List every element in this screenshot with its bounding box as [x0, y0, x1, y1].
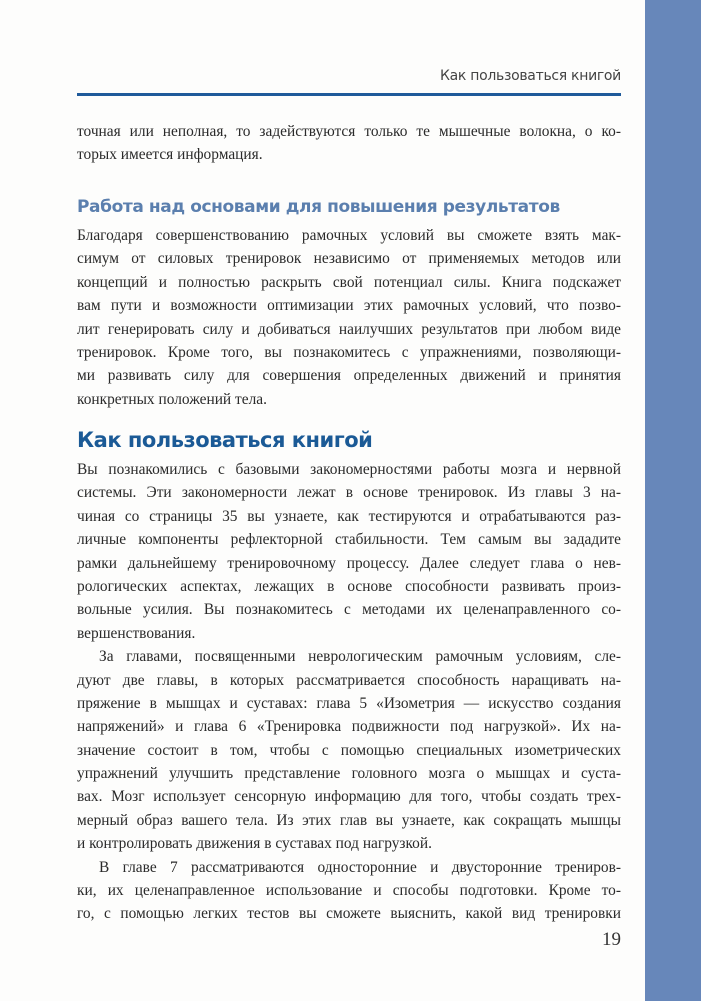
text-line: значение состоит в том, чтобы с помощью специальных изометрических — [77, 741, 621, 759]
text-line: упражнений улучшить представление головного мозга о мышцах и суста- — [77, 765, 621, 783]
text-line: вам пути и возможности оптимизации этих рамочных условий, что позво- — [77, 297, 621, 315]
text-line: тренировок. Кроме того, вы познакомитесь с упражнениями, позволяющи- — [77, 343, 621, 361]
side-color-band — [645, 0, 701, 1001]
paragraph — [77, 645, 621, 856]
paragraph — [77, 856, 621, 926]
text-line: личные компоненты рефлекторной стабильности. Тем самым вы зададите — [77, 531, 621, 549]
text-line: Благодаря совершенствованию рамочных условий вы сможете взять мак- — [77, 227, 621, 244]
section-subheading: Работа над основами для повышения результатов — [77, 197, 560, 217]
text-line: В главе 7 рассматриваются односторонние и двусторонние трениров- — [99, 858, 621, 876]
text-line: вольные усилия. Вы познакомитесь с методами их целенаправленного со- — [77, 601, 621, 619]
page-number: 19 — [602, 929, 621, 950]
paragraph — [77, 224, 621, 411]
text-line: лит генерировать силу и добиваться наилучших результатов при любом виде — [77, 320, 621, 338]
text-line: ки, их целенаправленное использование и способы подготовки. Кроме то- — [77, 882, 621, 900]
text-line: напряжений» и глава 6 «Тренировка подвижности под нагрузкой». Их на- — [77, 718, 621, 736]
text-line: вах. Мозг использует сенсорную информацию для того, чтобы создать трех- — [77, 788, 621, 806]
intro-text — [77, 120, 621, 167]
text-line: торых имеется информация. — [77, 146, 263, 164]
text-line: пряжение в мышцах и суставах: глава 5 «Изометрия — искусство создания — [77, 694, 621, 712]
text-line: го, с помощью легких тестов вы сможете выяснить, какой вид тренировки — [77, 905, 621, 923]
section1-text — [77, 224, 621, 411]
text-line: и контролировать движения в суставах под нагрузкой. — [77, 835, 432, 853]
text-line: За главами, посвященными неврологическим рамочным условиям, сле- — [99, 648, 621, 666]
text-line: вершенствования. — [77, 624, 196, 642]
text-line: рологических аспектах, лежащих в основе способности развивать произ- — [77, 577, 621, 595]
text-line: симум от силовых тренировок независимо от применяемых методов или — [77, 250, 621, 268]
paragraph — [77, 458, 621, 645]
section2-text — [77, 458, 621, 926]
text-line: дуют две главы, в которых рассматривается способность наращивать на- — [77, 671, 621, 689]
text-line: точная или неполная, то задействуются только те мышечные волокна, о ко- — [77, 123, 621, 140]
text-line: мерный образ вашего тела. Из этих глав вы узнаете, как сокращать мышцы — [77, 811, 621, 829]
text-line: Вы познакомились с базовыми закономерностями работы мозга и нервной — [77, 461, 621, 478]
text-line: ми развивать силу для совершения определенных движений и принятия — [77, 367, 621, 385]
header-rule — [77, 93, 621, 96]
text-line: конкретных положений тела. — [77, 390, 267, 408]
paragraph — [77, 120, 621, 167]
running-head: Как пользоваться книгой — [440, 68, 621, 84]
text-line: концепций и полностью раскрыть свой потенциал силы. Книга подскажет — [77, 273, 621, 291]
text-line: чиная со страницы 35 вы узнаете, как тестируются и отрабатываются раз- — [77, 507, 621, 525]
text-line: системы. Эти закономерности лежат в основе тренировок. Из главы 3 на- — [77, 484, 621, 502]
text-line: рамки дальнейшему тренировочному процессу. Далее следует глава о нев- — [77, 554, 621, 572]
section-heading: Как пользоваться книгой — [77, 428, 373, 452]
